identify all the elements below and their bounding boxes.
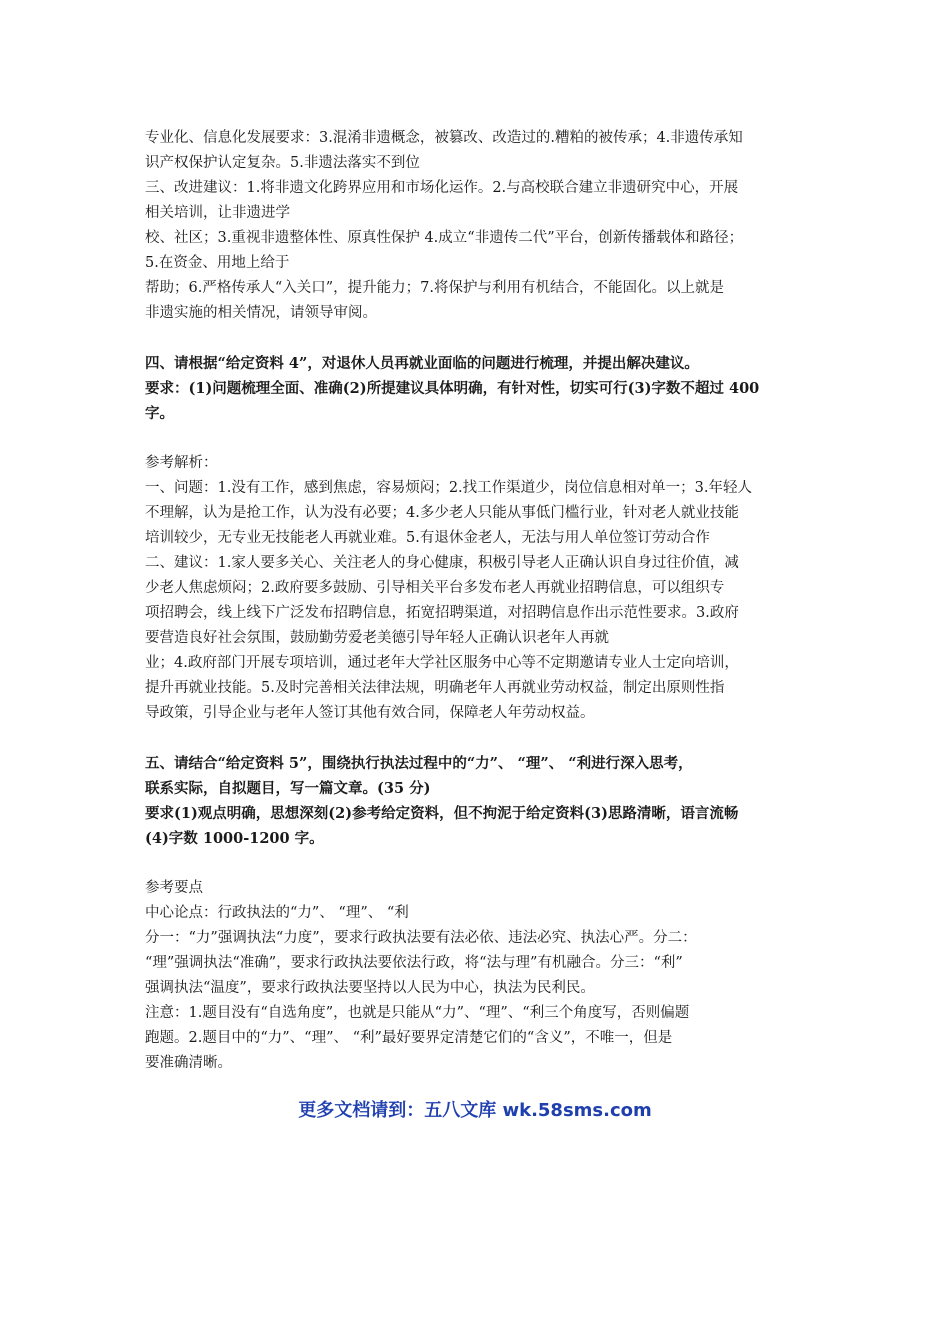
question-heading: 五、请结合“给定资料 5”，围绕执行执法过程中的“力”、 “理”、 “利进行深入思考， — [145, 755, 693, 772]
text-line: 要准确清晰。 — [145, 1055, 232, 1071]
text-line: 专业化、信息化发展要求：3.混淆非遗概念，被篡改、改造过的.糟粕的被传承；4.非遗传承知 — [145, 130, 743, 146]
text-line: 项招聘会，线上线下广泛发布招聘信息，拓宽招聘渠道，对招聘信息作出示范性要求。3.政府 — [145, 605, 739, 621]
question-requirements: 要求(1)观点明确，思想深刻(2)参考给定资料，但不拘泥于给定资料(3)思路清晰，语言流畅 — [145, 805, 739, 822]
text-line: 提升再就业技能。5.及时完善相关法律法规，明确老年人再就业劳动权益，制定出原则性指 — [145, 680, 725, 696]
text-line: 业；4.政府部门开展专项培训，通过老年大学社区服务中心等不定期邀请专业人士定向培训， — [145, 655, 739, 671]
text-line: 跑题。2.题目中的“力”、“理”、 “利”最好要界定清楚它们的“含义”，不唯一，但是 — [145, 1030, 673, 1046]
text-line: 识产权保护认定复杂。5.非遗法落实不到位 — [145, 155, 420, 171]
text-line: 注意：1.题目没有“自选角度”，也就是只能从“力”、“理”、“利三个角度写，否则偏题 — [145, 1005, 690, 1021]
text-line: 相关培训，让非遗进学 — [145, 205, 290, 221]
text-line: 培训较少，无专业无技能老人再就业难。5.有退休金老人，无法与用人单位签订劳动合作 — [145, 530, 710, 546]
question-heading: 联系实际，自拟题目，写一篇文章。(35 分) — [145, 780, 431, 797]
text-line: 三、改进建议：1.将非遗文化跨界应用和市场化运作。2.与高校联合建立非遗研究中心，开展 — [145, 180, 739, 196]
answer-5 — [145, 876, 825, 1076]
text-line: 非遗实施的相关情况，请领导审阅。 — [145, 305, 377, 321]
text-line: 二、建议：1.家人要多关心、关注老人的身心健康，积极引导老人正确认识自身过往价值，减 — [145, 555, 739, 571]
text-line: 校、社区；3.重视非遗整体性、原真性保护 4.成立“非遗传二代”平台，创新传播载体和路径； — [145, 230, 744, 246]
paragraph-gap — [145, 851, 825, 876]
text-line: 不理解，认为是抢工作，认为没有必要；4.多少老人只能从事低门槛行业，针对老人就业技能 — [145, 505, 739, 521]
text-line: 中心论点：行政执法的“力”、 “理”、 “利 — [145, 905, 409, 921]
text-line: 少老人焦虑烦闷；2.政府要多鼓励、引导相关平台多发布老人再就业招聘信息，可以组织专 — [145, 580, 725, 596]
question-requirements: 要求：(1)问题梳理全面、准确(2)所提建议具体明确，有针对性，切实可行(3)字数不超过 400 — [145, 380, 760, 397]
text-line: 强调执法“温度”，要求行政执法要坚持以人民为中心，执法为民利民。 — [145, 980, 595, 996]
question-requirements: (4)字数 1000-1200 字。 — [145, 830, 324, 847]
paragraph-gap — [145, 426, 825, 451]
text-line: 要营造良好社会氛围，鼓励勤劳爱老美德引导年轻人正确认识老年人再就 — [145, 630, 609, 646]
paragraph-gap — [145, 726, 825, 751]
question-4 — [145, 351, 825, 426]
text-line: 分一：“力”强调执法“力度”，要求行政执法要有法必依、违法必究、执法心严。分二： — [145, 930, 697, 946]
question-5 — [145, 751, 825, 851]
answer-heading: 参考要点 — [145, 880, 203, 896]
question-requirements: 字。 — [145, 405, 174, 422]
section3-tail — [145, 126, 825, 326]
text-line: “理”强调执法“准确”，要求行政执法要依法行政，将“法与理”有机融合。分三：“利” — [145, 955, 683, 971]
text-line: 导政策，引导企业与老年人签订其他有效合同，保障老人年劳动权益。 — [145, 705, 595, 721]
question-heading: 四、请根据“给定资料 4”，对退休人员再就业面临的问题进行梳理，并提出解决建议。 — [145, 355, 699, 372]
text-line: 5.在资金、用地上给于 — [145, 255, 290, 271]
paragraph-gap — [145, 326, 825, 351]
text-line: 帮助；6.严格传承人“入关口”，提升能力；7.将保护与利用有机结合，不能固化。以上就是 — [145, 280, 724, 296]
text-line: 一、问题：1.没有工作，感到焦虑，容易烦闷；2.找工作渠道少，岗位信息相对单一；3.年轻人 — [145, 480, 752, 496]
document-body — [145, 126, 825, 1076]
footer-link[interactable]: 更多文档请到：五八文库 wk.58sms.com — [298, 1100, 652, 1121]
answer-heading: 参考解析： — [145, 455, 218, 471]
answer-4 — [145, 451, 825, 726]
